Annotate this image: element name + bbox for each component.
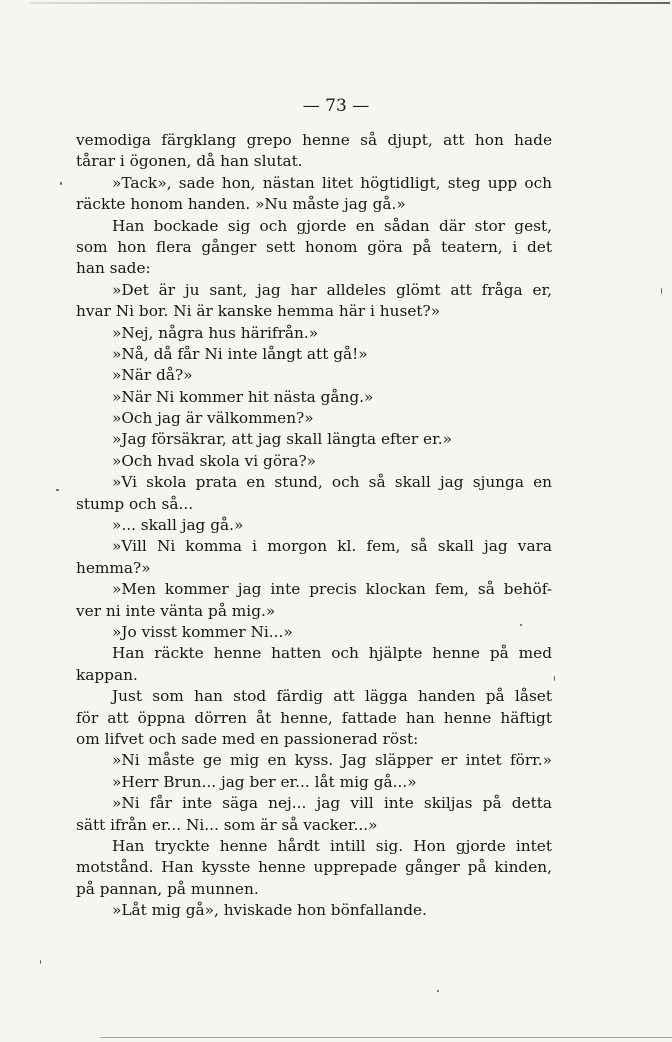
text-line: sätt ifrån er... Ni... som är så vacker...» <box>76 815 378 834</box>
text-line: »Nå, då får Ni inte långt att gå!» <box>112 344 368 363</box>
text-line: vemodiga färgklang grepo henne så djupt, att hon hade <box>76 131 552 149</box>
text-line: »Och hvad skola vi göra?» <box>112 451 317 470</box>
page-top-edge <box>30 2 670 4</box>
text-line: stump och så... <box>76 494 194 513</box>
text-line: för att öppna dörren åt henne, fattade han henne häftigt <box>76 708 552 727</box>
body-text <box>76 130 552 921</box>
text-line: räckte honom handen. »Nu måste jag gå.» <box>76 195 406 214</box>
text-line: ver ni inte vänta på mig.» <box>76 601 276 620</box>
page-bottom-edge <box>100 1037 672 1038</box>
text-line: »När Ni kommer hit nästa gång.» <box>112 387 374 406</box>
paper-speck <box>437 990 439 992</box>
paper-speck <box>520 624 522 626</box>
text-line: hvar Ni bor. Ni är kanske hemma här i huset?» <box>76 302 441 321</box>
text-line: motstånd. Han kysste henne upprepade gånger på kinden, <box>76 858 552 877</box>
text-line: om lifvet och sade med en passionerad röst: <box>76 729 419 748</box>
text-line: som hon flera gånger sett honom göra på teatern, i det <box>76 237 552 256</box>
page-number: — 73 — <box>302 96 370 116</box>
text-line: »... skall jag gå.» <box>112 516 244 535</box>
text-line: »När då?» <box>112 366 193 385</box>
text-line: tårar i ögonen, då han slutat. <box>76 152 303 171</box>
text-line: hemma?» <box>76 558 151 577</box>
text-line: på pannan, på munnen. <box>76 879 259 898</box>
text-line: »Tack», sade hon, nästan litet högtidligt, steg upp och <box>112 173 552 192</box>
paper-speck <box>554 676 555 681</box>
text-line: »Men kommer jag inte precis klockan fem, så behöf- <box>112 580 552 599</box>
text-line: han sade: <box>76 259 151 278</box>
paper-speck <box>56 489 59 491</box>
text-line: Just som han stod färdig att lägga handen på låset <box>112 687 552 706</box>
text-line: »Det är ju sant, jag har alldeles glömt att fråga er, <box>112 280 552 299</box>
text-line: »Jag försäkrar, att jag skall längta efter er.» <box>112 430 452 449</box>
text-line: »Vill Ni komma i morgon kl. fem, så skall jag vara <box>112 537 552 556</box>
text-line: »Och jag är välkommen?» <box>112 409 314 428</box>
text-line: »Ni får inte säga nej... jag vill inte skiljas på detta <box>112 794 552 813</box>
text-line: Han räckte henne hatten och hjälpte henne på med <box>112 644 552 663</box>
text-line: »Låt mig gå», hviskade hon bönfallande. <box>112 901 427 920</box>
text-line: »Jo visst kommer Ni...» <box>112 622 293 641</box>
text-line: »Vi skola prata en stund, och så skall jag sjunga en <box>112 473 552 492</box>
text-line: Han bockade sig och gjorde en sådan där stor gest, <box>112 216 552 235</box>
paper-speck <box>661 288 662 294</box>
text-line: »Nej, några hus härifrån.» <box>112 323 319 342</box>
text-line: »Ni måste ge mig en kyss. Jag släpper er intet förr.» <box>112 751 552 770</box>
paper-speck <box>40 960 41 964</box>
paper-speck <box>60 182 62 185</box>
text-line: »Herr Brun... jag ber er... låt mig gå...» <box>112 772 417 791</box>
text-line: kappan. <box>76 665 138 684</box>
text-line: Han tryckte henne hårdt intill sig. Hon gjorde intet <box>112 836 552 855</box>
